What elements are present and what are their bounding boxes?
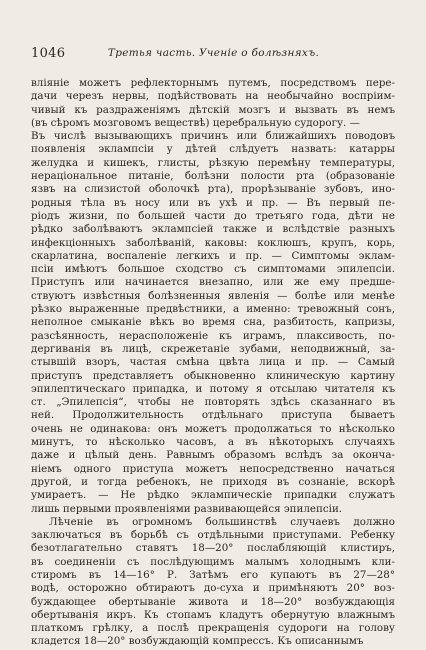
page-number: 1046 xyxy=(31,46,66,61)
text-line: скарлатина, воспаленіе легкихъ и пр. — Симптомы эклам- xyxy=(31,249,395,262)
text-line: буждающее обертываніе живота и 18—20° возбуждающія xyxy=(31,595,395,608)
text-line: Лѣченіе въ огромномъ большинствѣ случаевъ должно xyxy=(49,515,395,528)
text-line: заключаться въ борьбѣ съ отдѣльными приступами. Ребенку xyxy=(31,529,395,542)
body-text xyxy=(31,77,395,649)
text-line: псіи имѣютъ большое сходство съ симптомами эпилепсіи. xyxy=(31,263,395,276)
text-line: ніемъ одного приступа можетъ непосредственно начаться xyxy=(31,462,395,475)
text-line: дергиванія въ лицѣ, скрежетаніе зубами, неподвижный, за- xyxy=(31,342,395,355)
page-header xyxy=(31,46,396,64)
text-line: ней. Продолжительность отдѣльнаго приступа бываетъ xyxy=(31,409,395,422)
text-line: Въ числѣ вызывающихъ причинъ или ближайшихъ поводовъ xyxy=(31,130,395,143)
text-line: ріодъ жизни, по большей части до третьяго года, дѣти не xyxy=(31,209,395,222)
text-line: водѣ, осторожно обтираютъ до-суха и примѣняютъ 20° воз- xyxy=(31,582,395,595)
text-line: чивый къ раздраженіямъ дѣтскій мозгъ и вызвать въ немъ xyxy=(31,103,395,116)
text-line: (въ сѣромъ мозговомъ веществѣ) церебральную судорогу. — xyxy=(31,116,360,129)
text-line: минутъ, то нѣсколько часовъ, а въ нѣкоторыхъ случаяхъ xyxy=(31,436,395,449)
text-line: въ соединеніи съ послѣдующимъ малымъ холоднымъ кли- xyxy=(31,555,395,568)
text-line: вліяніе можетъ рефлекторнымъ путемъ, посредствомъ пере- xyxy=(31,77,395,89)
text-line: приступъ представляетъ обыкновенно клиническую картину xyxy=(31,369,395,382)
text-line: очень не одинакова: онъ можетъ продолжаться то нѣсколько xyxy=(31,422,395,435)
text-line: желудка и кишекъ, глисты, рѣзкую перемѣну температуры, xyxy=(31,156,395,169)
text-line: ст. „Эпилепсія“, чтобы не повторять здѣсь сказаннаго въ xyxy=(31,396,395,409)
text-line: стывшій взоръ, частая смѣна цвѣта лица и пр. — Самый xyxy=(31,356,395,369)
text-line: родныя тѣла въ носу или въ ухѣ и пр. — Въ первый пе- xyxy=(31,196,395,209)
text-line: Приступъ или начинается внезапно, или же ему предше- xyxy=(31,276,395,289)
text-line: лишь первыми проявленіями развивающейся эпилепсіи. xyxy=(31,502,343,515)
text-line: язвъ на слизистой оболочкѣ рта), прорѣзываніе зубовъ, ино- xyxy=(31,183,395,196)
text-line: появленія эклампсіи у дѣтей слѣдуетъ назвать: катарры xyxy=(31,143,395,156)
text-line: платкомъ грѣлку, а послѣ прекращенія судороги на голову xyxy=(31,622,395,635)
text-line: ствуютъ извѣстныя болѣзненныя явленія — болѣе или менѣе xyxy=(31,289,395,302)
text-line: кладется 18—20° возбуждающій компрессъ. Къ описаннымъ xyxy=(31,635,364,648)
text-line: эпилептическаго припадка, и потому я отсылаю читателя къ xyxy=(31,382,395,395)
text-line: безотлагательно ставятъ 18—20° послабляющій клистиръ, xyxy=(31,542,395,555)
text-line: разсѣянность, нерасположеніе къ играмъ, плаксивость, по- xyxy=(31,329,395,342)
text-line: рѣдко заболѣваютъ эклампсіей также и вслѣдствіе разныхъ xyxy=(31,223,395,236)
text-line: умираетъ. — Не рѣдко эклампическіе припадки служатъ xyxy=(31,489,395,502)
running-title: Третья часть. Ученіе о болѣзняхъ. xyxy=(107,47,320,59)
text-line: рѣзко выраженные предвѣстники, а именно: тревожный сонъ, xyxy=(31,303,395,316)
text-line: дачи черезъ нервы, подѣйствовать на необычайно воспріим- xyxy=(31,90,395,103)
text-line: неполное смыканіе вѣкъ во время сна, разбитость, капризы, xyxy=(31,316,395,329)
text-line: инфекціонныхъ заболѣваній, каковы: коклюшъ, крупъ, корь, xyxy=(31,236,395,249)
text-line: обертыванія икръ. Къ стопамъ кладутъ обернутую влажнымъ xyxy=(31,608,395,621)
text-line: нераціональное питаніе, болѣзни полости рта (образованіе xyxy=(31,170,395,183)
text-line: даже и цѣлый день. Равнымъ образомъ вслѣдъ за оконча- xyxy=(31,449,395,462)
text-line: другой, и тогда ребенокъ, не приходя въ сознаніе, вскорѣ xyxy=(31,475,395,488)
text-line: стиромъ въ 14—16° Р. Затѣмъ его купаютъ въ 27—28° xyxy=(31,568,395,581)
